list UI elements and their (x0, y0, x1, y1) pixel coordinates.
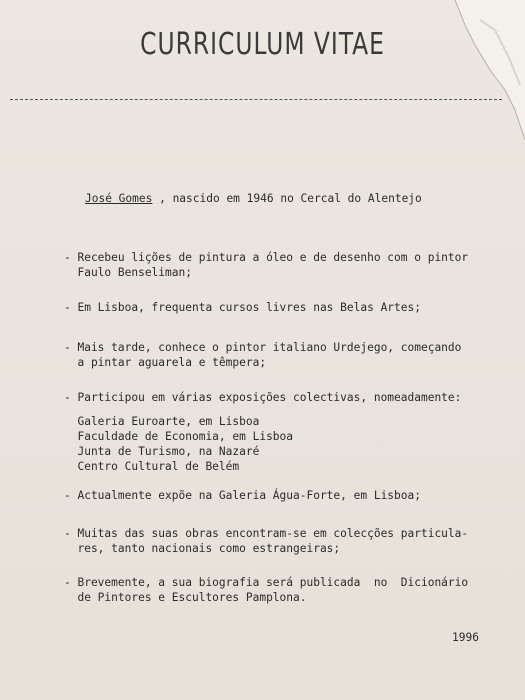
item-2-line-1: a pintar aguarela e têmpera; (64, 356, 267, 369)
exhibition-1: Faculdade de Economia, em Lisboa (64, 430, 294, 443)
torn-corner-decoration (435, 0, 525, 140)
item-7-line-0: - Brevemente, a sua biografia será publicada no Dicionário (64, 576, 469, 589)
item-6 (64, 526, 468, 556)
item-1-line-0: - Em Lisboa, frequenta cursos livres nas Belas Artes; (64, 301, 421, 314)
exhibition-list (64, 414, 293, 474)
person-name: José Gomes (85, 192, 153, 205)
document-title: CURRICULUM VITAE (140, 27, 385, 63)
item-0-line-1: Faulo Benseliman; (64, 266, 192, 279)
exhibition-3: Centro Cultural de Belém (64, 460, 240, 473)
item-0-line-0: - Recebeu lições de pintura a óleo e de desenho com o pintor (64, 251, 469, 264)
item-0 (64, 250, 468, 280)
item-7-line-1: de Pintores e Escultores Pamplona. (64, 591, 307, 604)
item-5 (64, 488, 421, 503)
dashed-divider (10, 99, 502, 100)
exhibition-2: Junta de Turismo, na Nazaré (64, 445, 260, 458)
item-3 (64, 390, 461, 405)
item-3-line-0: - Participou em várias exposições colectivas, nomeadamente: (64, 391, 462, 404)
item-7 (64, 575, 468, 605)
exhibition-0: Galeria Euroarte, em Lisboa (64, 415, 260, 428)
item-2 (64, 340, 461, 370)
item-5-line-0: - Actualmente expõe na Galeria Água-Forte, em Lisboa; (64, 489, 421, 502)
document-year: 1996 (452, 631, 479, 644)
item-2-line-0: - Mais tarde, conhece o pintor italiano Urdejego, começando (64, 341, 462, 354)
intro-line (85, 191, 422, 206)
item-6-line-0: - Muitas das suas obras encontram-se em colecções particula- (64, 527, 469, 540)
intro-text: , nascido em 1946 no Cercal do Alentejo (152, 192, 422, 205)
item-1 (64, 300, 421, 315)
item-6-line-1: res, tanto nacionais como estrangeiras; (64, 542, 341, 555)
